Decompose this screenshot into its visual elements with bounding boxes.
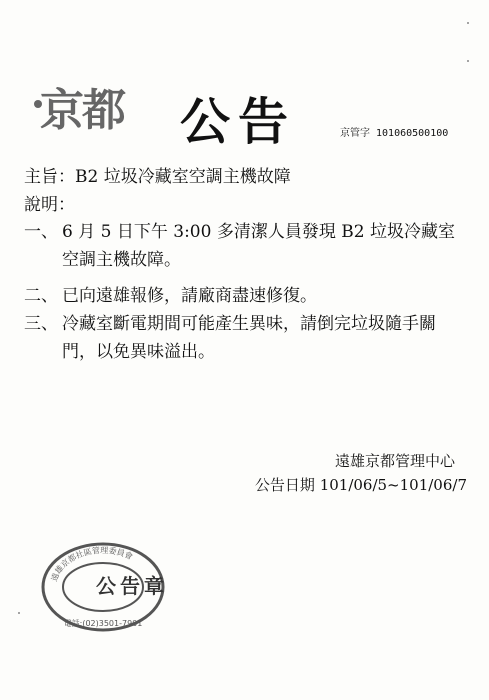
notice-date: 公告日期 101/06/5~101/06/7 <box>254 476 467 494</box>
seal-phone: 電話:(02)3501-7901 <box>63 619 143 628</box>
list-item <box>24 218 464 274</box>
scan-speck <box>18 612 20 614</box>
item-number: 二、 <box>24 286 58 306</box>
logo-text: 京都 <box>40 85 124 136</box>
item-text: 6 月 5 日下午 3:00 多清潔人員發現 B2 垃圾冷藏室空調主機故障。 <box>62 222 455 270</box>
announcement-seal <box>38 540 168 634</box>
signer: 遠雄京都管理中心 <box>334 452 455 470</box>
scan-speck <box>467 60 469 62</box>
item-text: 冷藏室斷電期間可能產生異味，請倒完垃圾隨手關門，以免異味溢出。 <box>62 314 436 362</box>
list-item <box>24 282 464 310</box>
seal-center-text: 公告章 <box>96 574 168 598</box>
scan-speck <box>467 22 469 24</box>
list-item <box>24 310 464 366</box>
document-number: 京管字 101060500100 <box>340 128 449 139</box>
explain-label: 說明： <box>24 195 75 215</box>
seal-ring-text: 遠雄京都社區管理委員會 <box>49 545 135 583</box>
kyoto-logo <box>28 68 148 134</box>
item-number: 一、 <box>24 222 58 242</box>
item-number: 三、 <box>24 314 58 334</box>
item-text: 已向遠雄報修，請廠商盡速修復。 <box>62 286 317 306</box>
subject-line: 主旨：B2 垃圾冷藏室空調主機故障 <box>24 167 291 187</box>
page-title: 公告 <box>180 92 296 151</box>
